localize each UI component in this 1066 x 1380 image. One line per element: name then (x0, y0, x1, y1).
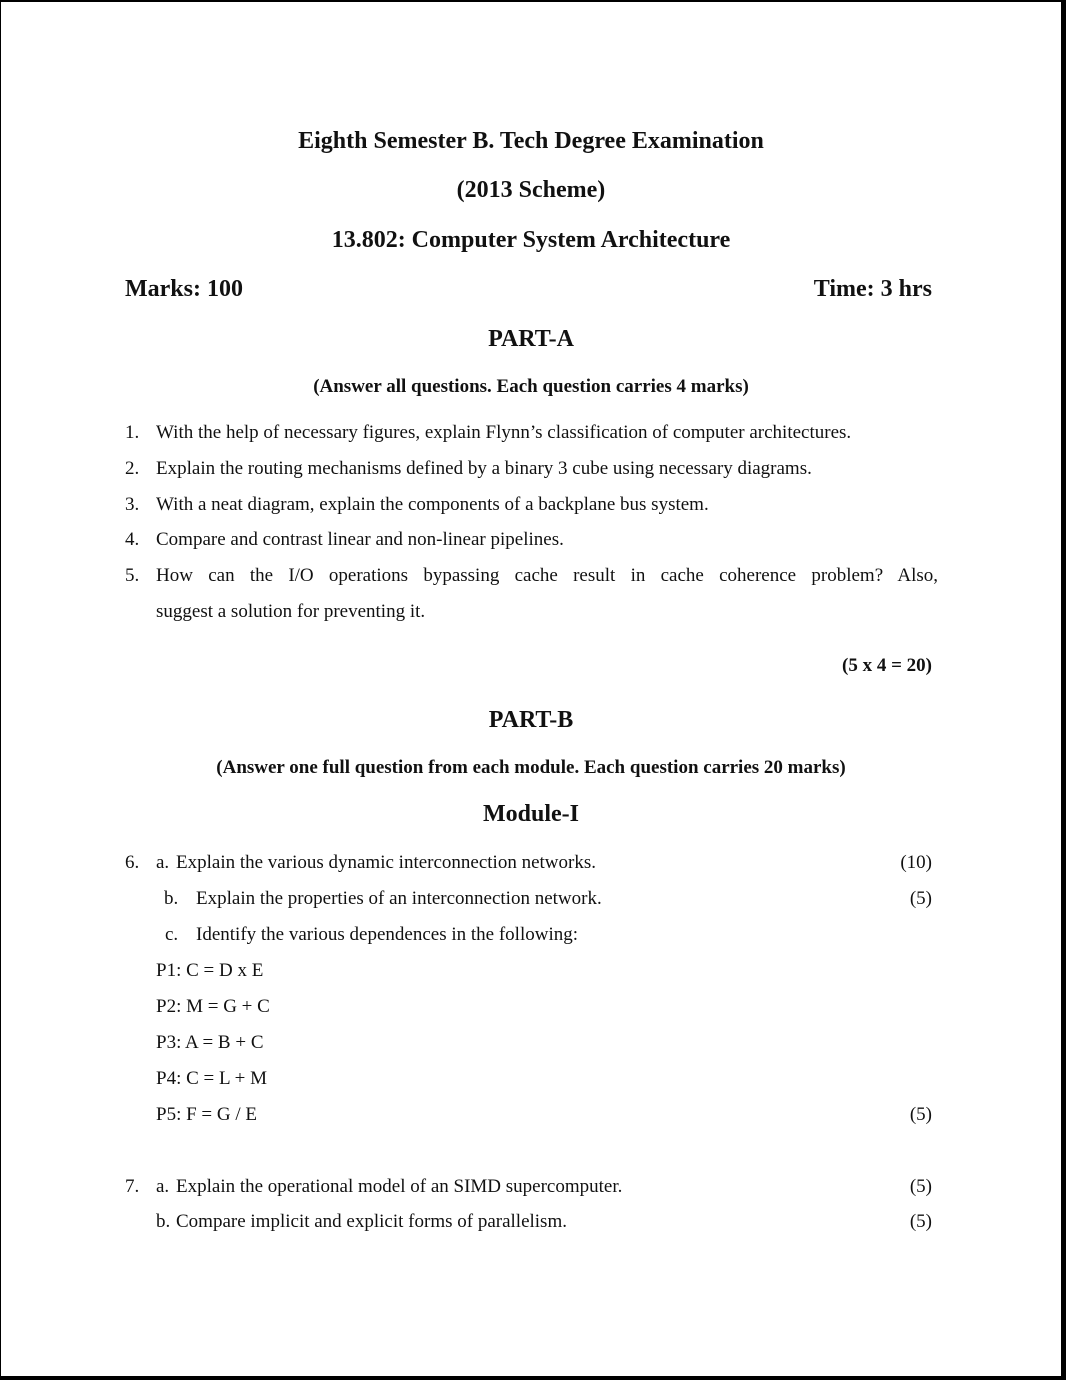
statement-p2: P2: M = G + C (156, 996, 270, 1017)
subpart-text: Explain the various dynamic interconnection networks. (176, 852, 596, 873)
subpart-marks: (5) (909, 1104, 932, 1125)
question-number: 1. (125, 422, 140, 443)
statement-p5: P5: F = G / E (156, 1104, 257, 1125)
question-text: Compare and contrast linear and non-linear pipelines. (156, 529, 564, 550)
part-a-total: (5 x 4 = 20) (842, 655, 932, 676)
exam-title: Eighth Semester B. Tech Degree Examination (298, 128, 764, 154)
course-title: 13.802: Computer System Architecture (331, 227, 731, 253)
statement-p4: P4: C = L + M (156, 1068, 267, 1089)
question-number: 6. (125, 852, 140, 873)
question-number: 3. (125, 494, 140, 515)
subpart-text: Identify the various dependences in the following: (196, 924, 579, 945)
subpart-label: a. (156, 852, 170, 873)
scheme-label: (2013 Scheme) (456, 177, 606, 203)
question-text: With the help of necessary figures, explain Flynn’s classification of computer architectures. (156, 422, 852, 443)
subpart-text: Explain the operational model of an SIMD supercomputer. (176, 1176, 623, 1197)
subpart-marks: (5) (909, 1176, 932, 1197)
question-text: Explain the routing mechanisms defined by a binary 3 cube using necessary diagrams. (156, 458, 812, 479)
question-number: 7. (125, 1176, 140, 1197)
part-b-title: PART-B (488, 707, 574, 733)
statement-p1: P1: C = D x E (156, 960, 264, 981)
statement-p3: P3: A = B + C (156, 1032, 264, 1053)
subpart-label: c. (165, 924, 179, 945)
time-label: Time: 3 hrs (813, 276, 932, 302)
subpart-label: b. (164, 888, 179, 909)
subpart-text: Compare implicit and explicit forms of parallelism. (176, 1211, 567, 1232)
question-text-continuation: suggest a solution for preventing it. (156, 601, 426, 622)
subpart-text: Explain the properties of an interconnection network. (196, 888, 602, 909)
marks-label: Marks: 100 (125, 276, 243, 302)
part-b-instruction: (Answer one full question from each module. Each question carries 20 marks) (216, 757, 846, 778)
module-1-title: Module-I (483, 801, 579, 827)
question-text: How can the I/O operations bypassing cache result in cache coherence problem? Also, (156, 565, 938, 586)
part-a-title: PART-A (488, 326, 574, 352)
question-number: 4. (125, 529, 140, 550)
subpart-label: a. (156, 1176, 170, 1197)
question-number: 5. (125, 565, 140, 586)
subpart-marks: (5) (909, 1211, 932, 1232)
subpart-marks: (10) (900, 852, 932, 873)
question-number: 2. (125, 458, 140, 479)
subpart-label: b. (156, 1211, 171, 1232)
subpart-marks: (5) (909, 888, 932, 909)
part-a-instruction: (Answer all questions. Each question carries 4 marks) (313, 376, 749, 397)
question-text: With a neat diagram, explain the components of a backplane bus system. (156, 494, 709, 515)
